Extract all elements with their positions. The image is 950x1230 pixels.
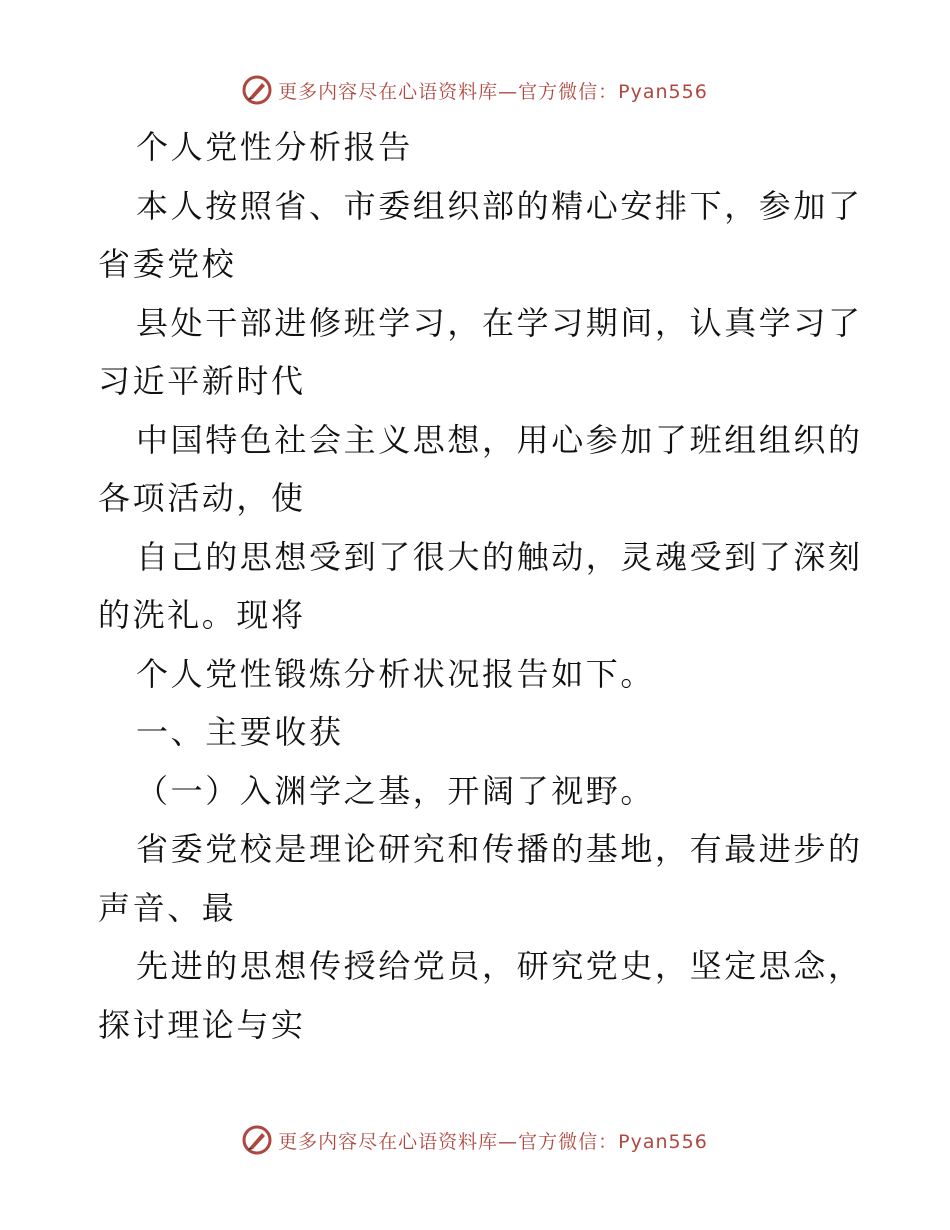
paragraph-line: 习近平新时代 <box>98 362 306 400</box>
footer-banner-text: 更多内容尽在心语资料库—官方微信：Pyan556 <box>278 1130 708 1153</box>
paragraph-line: 的洗礼。现将 <box>98 596 306 634</box>
paragraph-line: 先进的思想传授给党员，研究党史，坚定思念， <box>136 947 863 985</box>
paragraph-line: 自己的思想受到了很大的触动，灵魂受到了深刻 <box>136 537 863 576</box>
paragraph-line: 中国特色社会主义思想，用心参加了班组组织的 <box>136 420 863 459</box>
paragraph-line: 省委党校是理论研究和传播的基地，有最进步的 <box>136 830 863 868</box>
document-body <box>98 118 863 1054</box>
header-banner-text: 更多内容尽在心语资料库—官方微信：Pyan556 <box>278 80 708 103</box>
footer-banner <box>0 1120 950 1160</box>
header-banner <box>0 70 950 110</box>
document-title: 个人党性分析报告 <box>136 128 413 166</box>
pen-logo-icon <box>242 75 272 105</box>
paragraph-line: 探讨理论与实 <box>98 1005 306 1044</box>
paragraph-line: 各项活动，使 <box>98 479 306 517</box>
paragraph-line: 本人按照省、市委组织部的精心安排下，参加了 <box>136 186 863 225</box>
paragraph-line: 县处干部进修班学习，在学习期间，认真学习了 <box>136 303 863 342</box>
section-heading: 一、主要收获 <box>136 713 344 751</box>
paragraph-line: 个人党性锻炼分析状况报告如下。 <box>136 654 656 693</box>
subsection-heading: （一）入渊学之基，开阔了视野。 <box>136 771 656 810</box>
paragraph-line: 省委党校 <box>98 245 237 283</box>
paragraph-line: 声音、最 <box>98 888 237 927</box>
pen-logo-icon <box>242 1125 272 1155</box>
